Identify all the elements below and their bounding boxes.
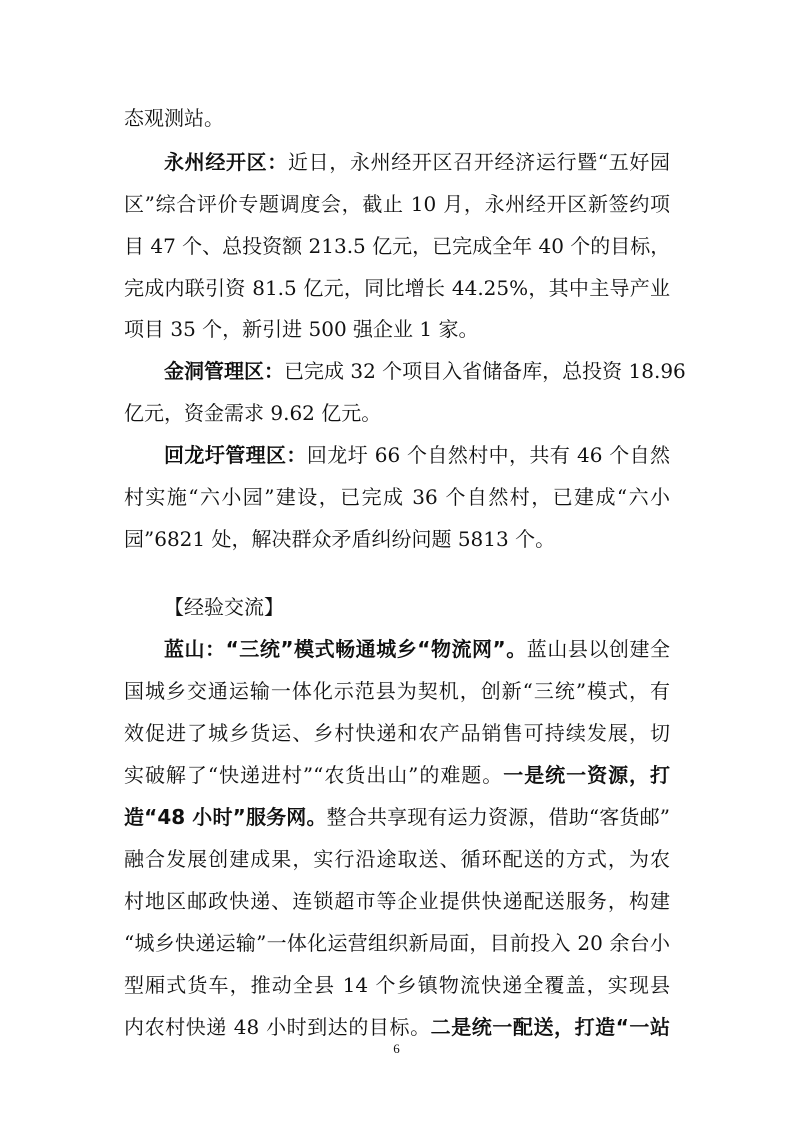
page-number: 6 (393, 1041, 400, 1056)
paragraph-line: 村地区邮政快递、连锁超市等企业提供快递配送服务，构建 (124, 889, 670, 913)
paragraph-line: 项目 35 个，新引进 500 强企业 1 家。 (124, 317, 479, 341)
paragraph-lanshan-first-line (164, 634, 670, 664)
paragraph-text: 整合共享现有运力资源，借助“客货邮” (326, 805, 671, 829)
paragraph-line: 村实施“六小园”建设，已完成 36 个自然村，已建成“六小 (124, 485, 670, 509)
paragraph-text: 内农村快递 48 小时到达的目标。 (124, 1015, 431, 1039)
paragraph-text: 近日，永州经开区召开经济运行暨“五好园 (287, 150, 671, 174)
paragraph-label: 回龙圩管理区： (164, 443, 307, 467)
paragraph-emphasis: 造“48 小时”服务网。 (124, 805, 327, 829)
paragraph-emphasis: 二是统一配送，打造“一站 (430, 1015, 670, 1039)
paragraph-label: 永州经开区： (164, 150, 288, 174)
paragraph-line: 区”综合评价专题调度会，截止 10 月，永州经开区新签约项 (124, 192, 670, 216)
paragraph-line (124, 760, 670, 790)
paragraph-text: 实破解了“快递进村”“农货出山”的难题。 (124, 763, 504, 787)
paragraph-line: “城乡快递运输”一体化运营组织新局面，目前投入 20 余台小 (124, 931, 670, 955)
paragraph-continuation (124, 103, 670, 133)
paragraph-line: 融合发展创建成果，实行沿途取送、循环配送的方式，为农 (124, 847, 670, 871)
paragraph-line: 亿元，资金需求 9.62 亿元。 (124, 401, 382, 425)
paragraph-line: 园”6821 处，解决群众矛盾纠纷问题 5813 个。 (124, 527, 556, 551)
section-heading: 【经验交流】 (164, 595, 284, 619)
paragraph-line: 目 47 个、总投资额 213.5 亿元，已完成全年 40 个的目标， (124, 234, 671, 258)
paragraph-text: 蓝山县以创建全 (526, 637, 671, 661)
paragraph-line (124, 1012, 670, 1042)
paragraph-text: 已完成 32 个项目入省储备库，总投资 18.96 (284, 359, 686, 383)
paragraph-line: 效促进了城乡货运、乡村快递和农产品销售可持续发展，切 (124, 721, 670, 745)
paragraph-emphasis: 一是统一资源，打 (503, 763, 671, 787)
paragraph-line: 型厢式货车，推动全县 14 个乡镇物流快递全覆盖，实现县 (124, 973, 670, 997)
paragraph-text: 态观测站。 (124, 106, 224, 130)
paragraph-jindong-first-line (164, 356, 686, 386)
paragraph-heading: 蓝山：“三统”模式畅通城乡“物流网”。 (164, 637, 527, 661)
paragraph-label: 金洞管理区： (164, 359, 284, 383)
paragraph-line: 国城乡交通运输一体化示范县为契机，创新“三统”模式，有 (124, 679, 670, 703)
paragraph-line: 完成内联引资 81.5 亿元，同比增长 44.25%，其中主导产业 (124, 276, 670, 300)
paragraph-line (124, 802, 670, 832)
paragraph-text: 回龙圩 66 个自然村中，共有 46 个自然 (306, 443, 671, 467)
paragraph-huilongxu-first-line (164, 440, 670, 470)
paragraph-yongzhou-first-line (164, 147, 670, 177)
